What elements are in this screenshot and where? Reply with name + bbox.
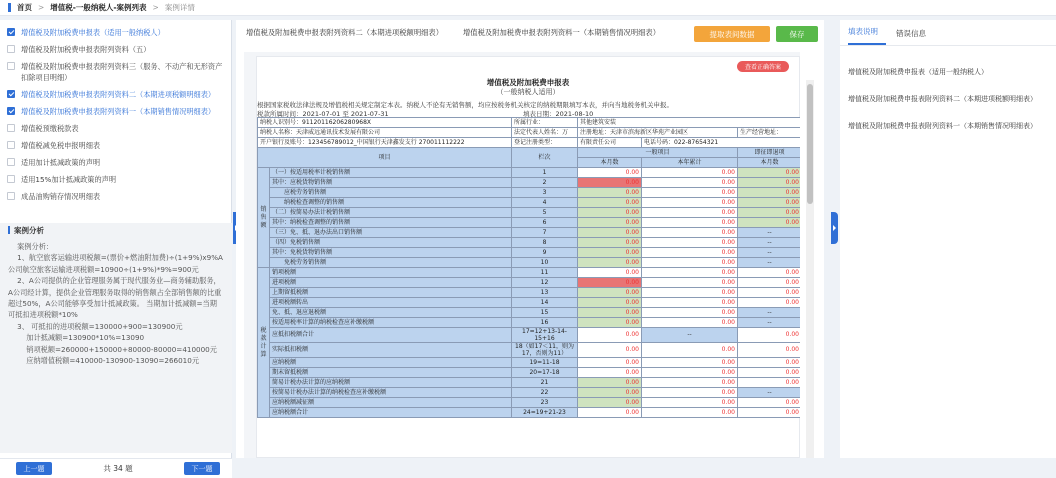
- amount-cell[interactable]: 0.00: [738, 198, 801, 208]
- amount-cell[interactable]: 0.00: [578, 178, 642, 188]
- amount-cell[interactable]: 0.00: [578, 198, 642, 208]
- row-line-number: 10: [512, 258, 578, 268]
- section-label-sales: 销售额: [258, 168, 270, 268]
- form-note: 根据国家税收法律法规及增值税相关规定制定本表。纳税人不论有无销售额，均应按税务机关核定的纳税期限填写本表，并向当地税务机关申报。: [257, 101, 673, 109]
- table-row: [258, 388, 801, 398]
- form-list-item[interactable]: [6, 137, 225, 154]
- header-immediate: 即征即退项: [738, 148, 801, 158]
- row-line-number: 6: [512, 218, 578, 228]
- amount-cell[interactable]: 0.00: [738, 168, 801, 178]
- help-panel: [840, 20, 1056, 458]
- form-list-item[interactable]: [6, 103, 225, 120]
- table-row: [258, 308, 801, 318]
- header-general: 一般项目: [578, 148, 738, 158]
- table-row: [258, 278, 801, 288]
- row-line-number: 5: [512, 208, 578, 218]
- checkbox[interactable]: [7, 28, 15, 36]
- table-row: [258, 248, 801, 258]
- amount-cell[interactable]: 0.00: [738, 278, 801, 288]
- amount-cell[interactable]: 0.00: [578, 218, 642, 228]
- amount-cell[interactable]: 0.00: [642, 248, 738, 258]
- form-list-label: 增值税及附加税费申报表附列资料二（本期进项税额明细表）: [21, 90, 216, 99]
- taxpayer-id: 纳税人识别号：91120116206280968X: [258, 118, 512, 128]
- help-item[interactable]: 增值税及附加税费申报表（适用一般纳税人）: [848, 67, 988, 76]
- amount-cell[interactable]: 0.00: [578, 168, 642, 178]
- row-label: 其中：纳税检查调整的销售额: [270, 218, 512, 228]
- amount-cell[interactable]: 0.00: [642, 343, 738, 358]
- amount-cell: --: [738, 388, 801, 398]
- amount-cell[interactable]: 0.00: [642, 398, 738, 408]
- amount-cell[interactable]: 0.00: [642, 278, 738, 288]
- row-label: 其中：免税货物销售额: [270, 248, 512, 258]
- row-label: （一）按适用税率计税销售额: [270, 168, 512, 178]
- header-line: 栏次: [512, 148, 578, 168]
- amount-cell: --: [738, 238, 801, 248]
- form-list-label: 增值税及附加税费申报表（适用一般纳税人）: [21, 28, 165, 37]
- help-item[interactable]: 增值税及附加税费申报表附列资料二（本期进项税额明细表）: [848, 94, 1037, 103]
- question-total: 共 34 题: [103, 464, 133, 473]
- amount-cell[interactable]: 0.00: [578, 328, 642, 343]
- form-list-label: 增值税及附加税费申报表附列资料三（服务、不动产和无形资产扣除项目明细）: [21, 62, 223, 82]
- tax-form-table: [257, 117, 800, 418]
- amount-cell[interactable]: 0.00: [642, 408, 738, 418]
- amount-cell: --: [738, 258, 801, 268]
- checkbox[interactable]: [7, 158, 15, 166]
- amount-cell[interactable]: 0.00: [642, 308, 738, 318]
- amount-cell[interactable]: 0.00: [642, 218, 738, 228]
- tab-attachment-2[interactable]: 增值税及附加税费申报表附列资料二（本期进项税额明细表）: [246, 28, 444, 37]
- amount-cell[interactable]: 0.00: [642, 368, 738, 378]
- amount-cell[interactable]: 0.00: [738, 188, 801, 198]
- checkbox[interactable]: [7, 192, 15, 200]
- row-label: 销项税额: [270, 268, 512, 278]
- amount-cell: --: [738, 308, 801, 318]
- amount-cell[interactable]: 0.00: [642, 178, 738, 188]
- amount-cell[interactable]: 0.00: [738, 218, 801, 228]
- form-list-item[interactable]: [6, 24, 225, 41]
- amount-cell[interactable]: 0.00: [642, 378, 738, 388]
- amount-cell: --: [738, 248, 801, 258]
- table-row: [258, 298, 801, 308]
- form-list-item[interactable]: [6, 41, 225, 58]
- breadcrumb-home[interactable]: 首页: [17, 3, 32, 12]
- checkbox[interactable]: [7, 141, 15, 149]
- row-line-number: 18（如17＜11，则为17，否则为11）: [512, 343, 578, 358]
- table-row: [258, 408, 801, 418]
- registration-type: 登记注册类型：: [512, 138, 578, 148]
- row-label: 应纳税额减征额: [270, 398, 512, 408]
- view-answer-button[interactable]: 查看正确答案: [737, 61, 789, 72]
- form-list-label: 增值税减免税申报明细表: [21, 141, 101, 150]
- tax-period: 税款所属时间：2021-07-01 至 2021-07-31: [257, 110, 389, 118]
- row-line-number: 23: [512, 398, 578, 408]
- tax-form-sheet: [256, 56, 800, 458]
- checkbox[interactable]: [7, 62, 15, 70]
- industry-label: 所属行业：: [512, 118, 578, 128]
- form-list-item[interactable]: [6, 120, 225, 137]
- fetch-data-button[interactable]: 提取表间数据: [694, 26, 770, 42]
- table-row: [258, 198, 801, 208]
- row-line-number: 15: [512, 308, 578, 318]
- row-label: 按适用税率计算的纳税检查应补缴税额: [270, 318, 512, 328]
- table-row: [258, 178, 801, 188]
- table-row: [258, 268, 801, 278]
- amount-cell[interactable]: 0.00: [738, 358, 801, 368]
- table-row: [258, 258, 801, 268]
- pager: [0, 458, 232, 478]
- amount-cell[interactable]: 0.00: [642, 318, 738, 328]
- header-ytd: 本年累计: [642, 158, 738, 168]
- breadcrumb: 首页 > 增值税-一般纳税人-案例列表 > 案例详情: [0, 0, 1056, 16]
- amount-cell[interactable]: 0.00: [738, 298, 801, 308]
- form-list-label: 增值税及附加税费申报表附列资料一（本期销售情况明细表）: [21, 107, 216, 116]
- tab-fill-instructions[interactable]: 填表说明: [848, 26, 886, 45]
- row-label: 简易计税办法计算的应纳税额: [270, 378, 512, 388]
- next-question-button[interactable]: 下一题: [184, 462, 220, 475]
- table-row: [258, 228, 801, 238]
- row-label: 纳税检查调整的销售额: [270, 198, 512, 208]
- amount-cell[interactable]: 0.00: [642, 208, 738, 218]
- amount-cell[interactable]: 0.00: [738, 178, 801, 188]
- amount-cell: --: [738, 318, 801, 328]
- row-line-number: 16: [512, 318, 578, 328]
- help-tabs: [840, 20, 1056, 46]
- row-line-number: 13: [512, 288, 578, 298]
- row-line-number: 1: [512, 168, 578, 178]
- taxpayer-name: 纳税人名称：天津威远通讯技术发展有限公司: [258, 128, 512, 138]
- row-line-number: 12: [512, 278, 578, 288]
- case-analysis-body: 案例分析： 1、航空旅客运输进项税额=(票价+燃油附加费)÷(1+9%)x9%A公司航空旅客运输进项税额=10900÷(1+9%)*9%=900元 2、A公司提供的企业管理服务属于现代服务业—商务辅助服务，A公司经计算，提供企业管理服务取得的销售额占全部销售额的比重超过50%，A公司能够享受加计抵减政策。 当期加计抵减额=当期可抵扣进项税额*10% 3、 可抵扣的进项税额=130000+900=130900元 加计抵减额=130900*10%=13090 销项税额=260000+150000+80000-80000=410000元 应纳增值税额=410000-130900-13090=266010元: [8, 242, 223, 366]
- fill-date: 填表日期：2021-08-10: [523, 110, 594, 118]
- collapse-right-handle[interactable]: [831, 212, 838, 244]
- industry-value: 其他建筑安装: [578, 118, 801, 128]
- amount-cell[interactable]: 0.00: [738, 398, 801, 408]
- row-label: 应纳税额合计: [270, 408, 512, 418]
- amount-cell[interactable]: 0.00: [642, 258, 738, 268]
- save-button[interactable]: 保存: [776, 26, 818, 42]
- table-row: [258, 208, 801, 218]
- checkbox[interactable]: [7, 175, 15, 183]
- amount-cell[interactable]: 0.00: [642, 298, 738, 308]
- amount-cell: --: [738, 228, 801, 238]
- amount-cell[interactable]: 0.00: [738, 343, 801, 358]
- header-item: 项目: [258, 148, 512, 168]
- form-title: 增值税及附加税费申报表: [486, 78, 570, 87]
- table-row: [258, 168, 801, 178]
- amount-cell[interactable]: 0.00: [642, 268, 738, 278]
- row-line-number: 20=17-18: [512, 368, 578, 378]
- case-analysis-panel: [0, 223, 232, 453]
- row-label: 实际抵扣税额: [270, 343, 512, 358]
- row-label: （三）免、抵、退办法出口销售额: [270, 228, 512, 238]
- row-line-number: 21: [512, 378, 578, 388]
- row-line-number: 4: [512, 198, 578, 208]
- form-list-label: 适用15%加计抵减政策的声明: [21, 175, 117, 184]
- amount-cell[interactable]: 0.00: [642, 228, 738, 238]
- row-line-number: 14: [512, 298, 578, 308]
- row-label: 期末留抵税额: [270, 368, 512, 378]
- amount-cell[interactable]: 0.00: [578, 228, 642, 238]
- form-list-label: 增值税预缴税款表: [21, 124, 79, 133]
- row-label: 进项税额转出: [270, 298, 512, 308]
- amount-cell[interactable]: 0.00: [578, 408, 642, 418]
- table-row: [258, 238, 801, 248]
- row-line-number: 2: [512, 178, 578, 188]
- breadcrumb-current: 案例详情: [164, 3, 195, 12]
- prev-question-button[interactable]: 上一题: [16, 462, 52, 475]
- amount-cell[interactable]: 0.00: [578, 378, 642, 388]
- question-panel: [0, 20, 232, 458]
- amount-cell[interactable]: 0.00: [738, 368, 801, 378]
- checkbox[interactable]: [7, 107, 15, 115]
- row-line-number: 17=12+13-14-15+16: [512, 328, 578, 343]
- table-row: [258, 368, 801, 378]
- amount-cell[interactable]: 0.00: [578, 388, 642, 398]
- row-line-number: 24=19+21-23: [512, 408, 578, 418]
- header-current-month-2: 本月数: [738, 158, 801, 168]
- tab-attachment-1[interactable]: 增值税及附加税费申报表附列资料一（本期销售情况明细表）: [463, 28, 661, 37]
- row-label: 免、抵、退应退税额: [270, 308, 512, 318]
- row-line-number: 19=11-18: [512, 358, 578, 368]
- amount-cell[interactable]: 0.00: [578, 358, 642, 368]
- amount-cell[interactable]: 0.00: [642, 358, 738, 368]
- amount-cell[interactable]: 0.00: [578, 248, 642, 258]
- row-line-number: 3: [512, 188, 578, 198]
- form-list-item[interactable]: [6, 171, 225, 188]
- registration-value: 有限责任公司: [578, 138, 642, 148]
- amount-cell[interactable]: 0.00: [738, 268, 801, 278]
- amount-cell[interactable]: 0.00: [578, 208, 642, 218]
- row-line-number: 8: [512, 238, 578, 248]
- amount-cell[interactable]: 0.00: [578, 308, 642, 318]
- header-current-month: 本月数: [578, 158, 642, 168]
- amount-cell[interactable]: 0.00: [642, 198, 738, 208]
- table-row: [258, 318, 801, 328]
- tab-error-info[interactable]: 错误信息: [896, 29, 926, 38]
- amount-cell[interactable]: 0.00: [642, 288, 738, 298]
- form-list-item[interactable]: [6, 86, 225, 103]
- amount-cell[interactable]: 0.00: [738, 408, 801, 418]
- form-list: [0, 20, 231, 205]
- table-row: [258, 288, 801, 298]
- amount-cell[interactable]: 0.00: [578, 288, 642, 298]
- row-label: 免税劳务销售额: [270, 258, 512, 268]
- table-row: [258, 398, 801, 408]
- form-scrollbar[interactable]: [806, 80, 814, 458]
- row-label: 按简易计税办法计算的纳税检查应补缴税额: [270, 388, 512, 398]
- amount-cell[interactable]: 0.00: [578, 278, 642, 288]
- amount-cell[interactable]: 0.00: [578, 258, 642, 268]
- amount-cell[interactable]: 0.00: [578, 368, 642, 378]
- form-list-label: 增值税及附加税费申报表附列资料（五）: [21, 45, 151, 54]
- form-subtitle: （一般纳税人适用）: [496, 88, 560, 96]
- amount-cell[interactable]: 0.00: [642, 388, 738, 398]
- row-line-number: 22: [512, 388, 578, 398]
- form-list-item[interactable]: [6, 188, 225, 205]
- form-list-label: 适用加计抵减政策的声明: [21, 158, 101, 167]
- table-row: [258, 188, 801, 198]
- table-row: [258, 378, 801, 388]
- business-address: 生产经营地址：: [738, 128, 801, 138]
- amount-cell[interactable]: 0.00: [738, 328, 801, 343]
- amount-cell[interactable]: 0.00: [642, 168, 738, 178]
- amount-cell[interactable]: 0.00: [738, 378, 801, 388]
- phone-number: 电话号码：022-87654321: [642, 138, 801, 148]
- row-line-number: 11: [512, 268, 578, 278]
- registered-address: 注册地址：天津市滨海新区华苑产业园区: [578, 128, 738, 138]
- table-row: [258, 328, 801, 343]
- form-editor: [236, 20, 824, 458]
- amount-cell[interactable]: 0.00: [578, 343, 642, 358]
- form-list-item[interactable]: [6, 58, 225, 86]
- checkbox[interactable]: [7, 45, 15, 53]
- form-list-item[interactable]: [6, 154, 225, 171]
- table-row: [258, 358, 801, 368]
- row-label: 进项税额: [270, 278, 512, 288]
- row-label: （二）按简易办法计税销售额: [270, 208, 512, 218]
- form-list-label: 成品油购销存情况明细表: [21, 192, 101, 201]
- breadcrumb-case-list[interactable]: 增值税-一般纳税人-案例列表: [50, 3, 147, 12]
- checkbox[interactable]: [7, 90, 15, 98]
- amount-cell[interactable]: 0.00: [642, 188, 738, 198]
- section-label-calc: 税款计算: [258, 268, 270, 418]
- table-row: [258, 218, 801, 228]
- amount-cell[interactable]: 0.00: [578, 238, 642, 248]
- row-label: 其中：应税货物销售额: [270, 178, 512, 188]
- amount-cell[interactable]: 0.00: [738, 208, 801, 218]
- bank-account: 开户银行及账号：123456789012_中国银行天津鑫发支行 270011112222: [258, 138, 512, 148]
- row-label: 应税劳务销售额: [270, 188, 512, 198]
- row-label: 应纳税额: [270, 358, 512, 368]
- row-label: （四）免税销售额: [270, 238, 512, 248]
- help-item[interactable]: 增值税及附加税费申报表附列资料一（本期销售情况明细表）: [848, 121, 1037, 130]
- amount-cell[interactable]: 0.00: [578, 268, 642, 278]
- row-line-number: 7: [512, 228, 578, 238]
- amount-cell[interactable]: 0.00: [578, 298, 642, 308]
- case-analysis-title: 案例分析: [14, 225, 44, 235]
- row-label: 上期留抵税额: [270, 288, 512, 298]
- amount-cell[interactable]: 0.00: [578, 318, 642, 328]
- amount-cell[interactable]: 0.00: [578, 188, 642, 198]
- amount-cell[interactable]: 0.00: [642, 238, 738, 248]
- row-label: 应抵扣税额合计: [270, 328, 512, 343]
- checkbox[interactable]: [7, 124, 15, 132]
- amount-cell: --: [642, 328, 738, 343]
- table-row: [258, 343, 801, 358]
- row-line-number: 9: [512, 248, 578, 258]
- legal-rep: 法定代表人姓名：万: [512, 128, 578, 138]
- amount-cell[interactable]: 0.00: [738, 288, 801, 298]
- amount-cell[interactable]: 0.00: [578, 398, 642, 408]
